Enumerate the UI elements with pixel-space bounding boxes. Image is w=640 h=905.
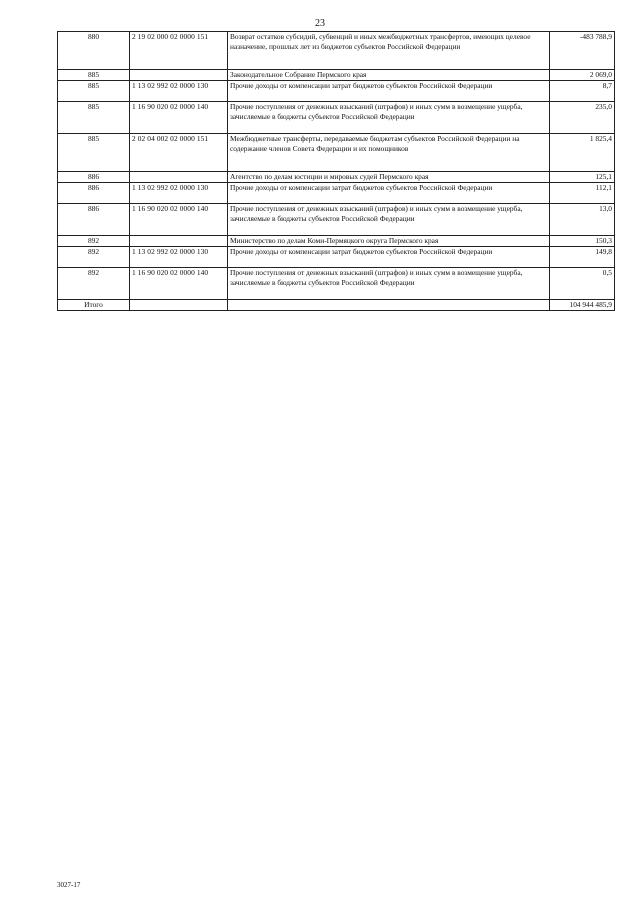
document-footer-code: 3027-17 [57, 881, 81, 889]
budget-code-cell [130, 236, 228, 247]
admin-code-cell: 886 [58, 204, 130, 236]
income-name-cell: Прочие поступления от денежных взысканий (штрафов) и иных сумм в возмещение ущерба, зачисляемые в бюджеты субъектов Российской Федерации [228, 102, 550, 134]
budget-code-cell: 1 13 02 992 02 0000 130 [130, 81, 228, 102]
admin-code-cell: 885 [58, 81, 130, 102]
page-number: 23 [315, 18, 325, 29]
table-row [58, 81, 615, 102]
income-name-cell: Прочие доходы от компенсации затрат бюджетов субъектов Российской Федерации [228, 247, 550, 268]
income-name-cell: Прочие поступления от денежных взысканий (штрафов) и иных сумм в возмещение ущерба, зачисляемые в бюджеты субъектов Российской Федерации [228, 268, 550, 300]
table-row [58, 236, 615, 247]
income-name-cell: Министерство по делам Коми-Пермяцкого округа Пермского края [228, 236, 550, 247]
table-row [58, 172, 615, 183]
amount-cell: 8,7 [550, 81, 615, 102]
table-row [58, 268, 615, 300]
income-name-cell: Межбюджетные трансферты, передаваемые бюджетам субъектов Российской Федерации на содержание членов Совета Федерации и их помощников [228, 134, 550, 172]
admin-code-cell: 892 [58, 236, 130, 247]
admin-code-cell: 892 [58, 268, 130, 300]
amount-cell: 235,0 [550, 102, 615, 134]
amount-cell: 150,3 [550, 236, 615, 247]
budget-code-cell: 1 16 90 020 02 0000 140 [130, 102, 228, 134]
amount-cell: 2 069,0 [550, 70, 615, 81]
admin-code-cell: 880 [58, 32, 130, 70]
budget-code-cell: 1 16 90 020 02 0000 140 [130, 268, 228, 300]
table-row [58, 32, 615, 70]
income-name-cell: Прочие доходы от компенсации затрат бюджетов субъектов Российской Федерации [228, 81, 550, 102]
amount-cell: -483 788,9 [550, 32, 615, 70]
amount-cell: 112,1 [550, 183, 615, 204]
budget-code-cell: 1 16 90 020 02 0000 140 [130, 204, 228, 236]
admin-code-cell: 885 [58, 134, 130, 172]
total-amount-cell: 104 944 485,9 [550, 300, 615, 311]
amount-cell: 0,5 [550, 268, 615, 300]
total-row [58, 300, 615, 311]
admin-code-cell: 885 [58, 70, 130, 81]
budget-code-cell [130, 172, 228, 183]
income-name-cell: Агентство по делам юстиции и мировых судей Пермского края [228, 172, 550, 183]
admin-code-cell: 885 [58, 102, 130, 134]
budget-table [57, 31, 615, 311]
amount-cell: 1 825,4 [550, 134, 615, 172]
table-row [58, 183, 615, 204]
income-name-cell: Возврат остатков субсидий, субвенций и иных межбюджетных трансфертов, имеющих целевое назначение, прошлых лет из бюджетов субъектов Российской Федерации [228, 32, 550, 70]
amount-cell: 13,0 [550, 204, 615, 236]
amount-cell: 149,8 [550, 247, 615, 268]
budget-code-cell [130, 300, 228, 311]
income-name-cell: Законодательное Собрание Пермского края [228, 70, 550, 81]
budget-code-cell [130, 70, 228, 81]
income-name-cell [228, 300, 550, 311]
table-row [58, 134, 615, 172]
budget-code-cell: 2 02 04 002 02 0000 151 [130, 134, 228, 172]
admin-code-cell: 892 [58, 247, 130, 268]
budget-code-cell: 1 13 02 992 02 0000 130 [130, 183, 228, 204]
table-row [58, 247, 615, 268]
admin-code-cell: 886 [58, 172, 130, 183]
amount-cell: 125,1 [550, 172, 615, 183]
table-row [58, 102, 615, 134]
income-name-cell: Прочие доходы от компенсации затрат бюджетов субъектов Российской Федерации [228, 183, 550, 204]
budget-code-cell: 2 19 02 000 02 0000 151 [130, 32, 228, 70]
income-name-cell: Прочие поступления от денежных взысканий (штрафов) и иных сумм в возмещение ущерба, зачисляемые в бюджеты субъектов Российской Федерации [228, 204, 550, 236]
budget-table-body [58, 32, 615, 311]
total-label-cell: Итого [58, 300, 130, 311]
table-row [58, 204, 615, 236]
admin-code-cell: 886 [58, 183, 130, 204]
budget-code-cell: 1 13 02 992 02 0000 130 [130, 247, 228, 268]
table-row [58, 70, 615, 81]
